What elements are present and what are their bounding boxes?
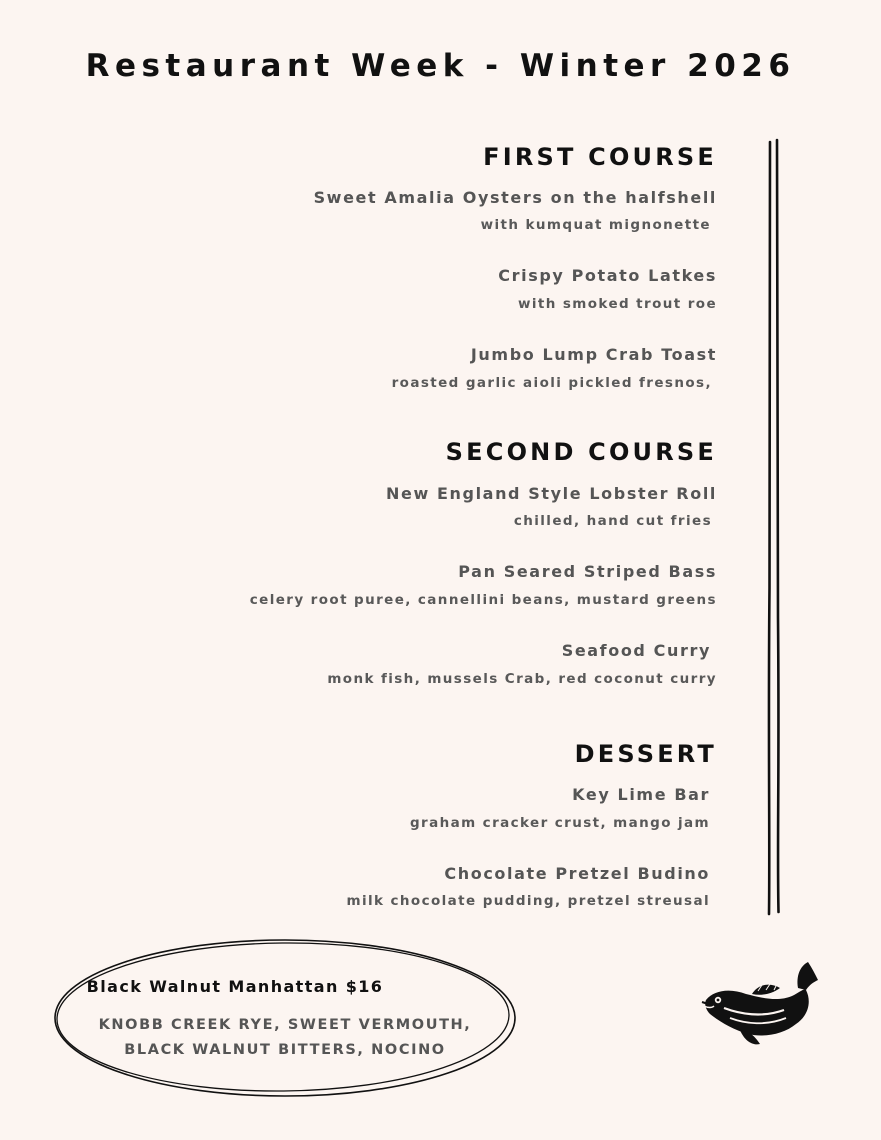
dish-name: Crispy Potato Latkes: [498, 266, 717, 285]
dish-name: Sweet Amalia Oysters on the halfshell: [313, 188, 717, 207]
dish-description: monk fish, mussels Crab, red coconut curry: [327, 671, 717, 687]
dish-name: Pan Seared Striped Bass: [458, 562, 717, 581]
dish-description: with smoked trout roe: [517, 296, 717, 312]
dish-description: celery root puree, cannellini beans, mustard greens: [249, 592, 717, 608]
cocktail-name: Black Walnut Manhattan $16: [86, 977, 384, 996]
cocktail-description-line: KNOBB CREEK RYE, SWEET VERMOUTH,: [98, 1017, 472, 1033]
dish-name: New England Style Lobster Roll: [386, 484, 717, 503]
dish-description: chilled, hand cut fries: [513, 513, 712, 529]
fish-icon: [700, 958, 825, 1050]
dish-description: roasted garlic aioli pickled fresnos,: [391, 375, 712, 391]
dish-name: Chocolate Pretzel Budino: [444, 864, 710, 883]
dish-description: milk chocolate pudding, pretzel streusal: [346, 893, 710, 909]
dish-description: graham cracker crust, mango jam: [409, 815, 710, 831]
section-title-second-course: SECOND COURSE: [445, 438, 717, 466]
dish-name: Seafood Curry: [561, 641, 711, 660]
dish-name: Jumbo Lump Crab Toast: [470, 345, 717, 364]
cocktail-description: [80, 1013, 490, 1063]
menu-title: Restaurant Week - Winter 2026: [85, 48, 796, 84]
double-vertical-rule: [760, 138, 790, 918]
section-title-first-course: FIRST COURSE: [483, 143, 717, 171]
cocktail-description-line: BLACK WALNUT BITTERS, NOCINO: [124, 1042, 446, 1058]
dish-description: with kumquat mignonette: [480, 217, 711, 233]
section-title-dessert: DESSERT: [574, 740, 717, 768]
dish-name: Key Lime Bar: [572, 785, 710, 804]
